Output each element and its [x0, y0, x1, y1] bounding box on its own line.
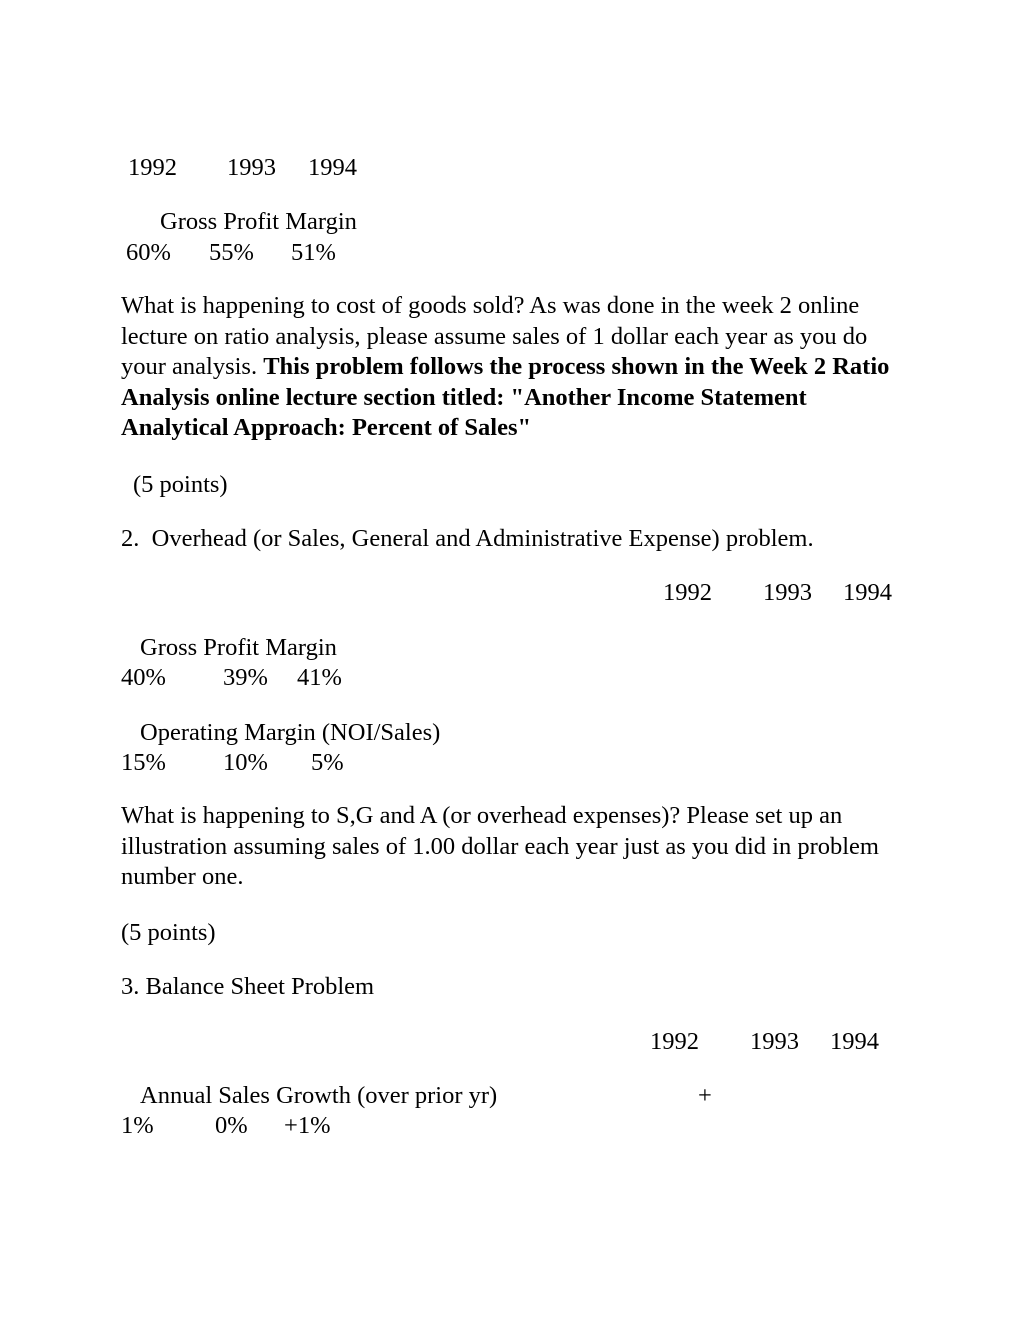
p1-year-1992: 1992	[128, 154, 177, 181]
p2-om-label: Operating Margin (NOI/Sales)	[140, 719, 441, 746]
p2-om-1992: 15%	[121, 749, 166, 776]
p1-gpm-label: Gross Profit Margin	[160, 208, 357, 235]
p3-heading: 3. Balance Sheet Problem	[121, 973, 375, 1000]
p1-question	[121, 291, 911, 444]
p2-year-1994: 1994	[843, 579, 892, 606]
p1-gpm-1992: 60%	[126, 239, 171, 266]
p1-question-text: What is happening to cost of goods sold? As was done in the week 2 online lecture on ratio analysis, please assume sales of 1 dollar each year as you do your analysis.	[121, 292, 868, 380]
p3-growth-label: Annual Sales Growth (over prior yr)	[140, 1082, 498, 1109]
p2-points: (5 points)	[121, 919, 216, 946]
p3-year-1992: 1992	[650, 1028, 699, 1055]
p1-year-1993: 1993	[227, 154, 276, 181]
p3-growth-1992: 1%	[121, 1112, 154, 1139]
p2-gpm-1994: 41%	[297, 664, 342, 691]
p1-gpm-1994: 51%	[291, 239, 336, 266]
p2-heading: 2. Overhead (or Sales, General and Administrative Expense) problem.	[121, 525, 814, 552]
p2-om-1993: 10%	[223, 749, 268, 776]
p3-growth-1993: 0%	[215, 1112, 248, 1139]
p2-question: What is happening to S,G and A (or overhead expenses)? Please set up an illustration assuming sales of 1.00 dollar each year just as you did in problem number one.	[121, 802, 879, 890]
p3-growth-1994: +1%	[284, 1112, 331, 1139]
p2-om-1994: 5%	[311, 749, 344, 776]
p3-year-1994: 1994	[830, 1028, 879, 1055]
p1-question-bold: This problem follows the process shown in the Week 2 Ratio Analysis online lecture section titled: "Another Income Statement Analytical Approach: Percent of Sales"	[121, 353, 890, 441]
p1-points: (5 points)	[133, 471, 228, 498]
p2-gpm-label: Gross Profit Margin	[140, 634, 337, 661]
p2-gpm-1992: 40%	[121, 664, 166, 691]
p3-growth-plus: +	[698, 1082, 712, 1109]
p2-year-1992: 1992	[663, 579, 712, 606]
p2-gpm-1993: 39%	[223, 664, 268, 691]
p1-gpm-1993: 55%	[209, 239, 254, 266]
p1-year-1994: 1994	[308, 154, 357, 181]
p3-year-1993: 1993	[750, 1028, 799, 1055]
p2-year-1993: 1993	[763, 579, 812, 606]
